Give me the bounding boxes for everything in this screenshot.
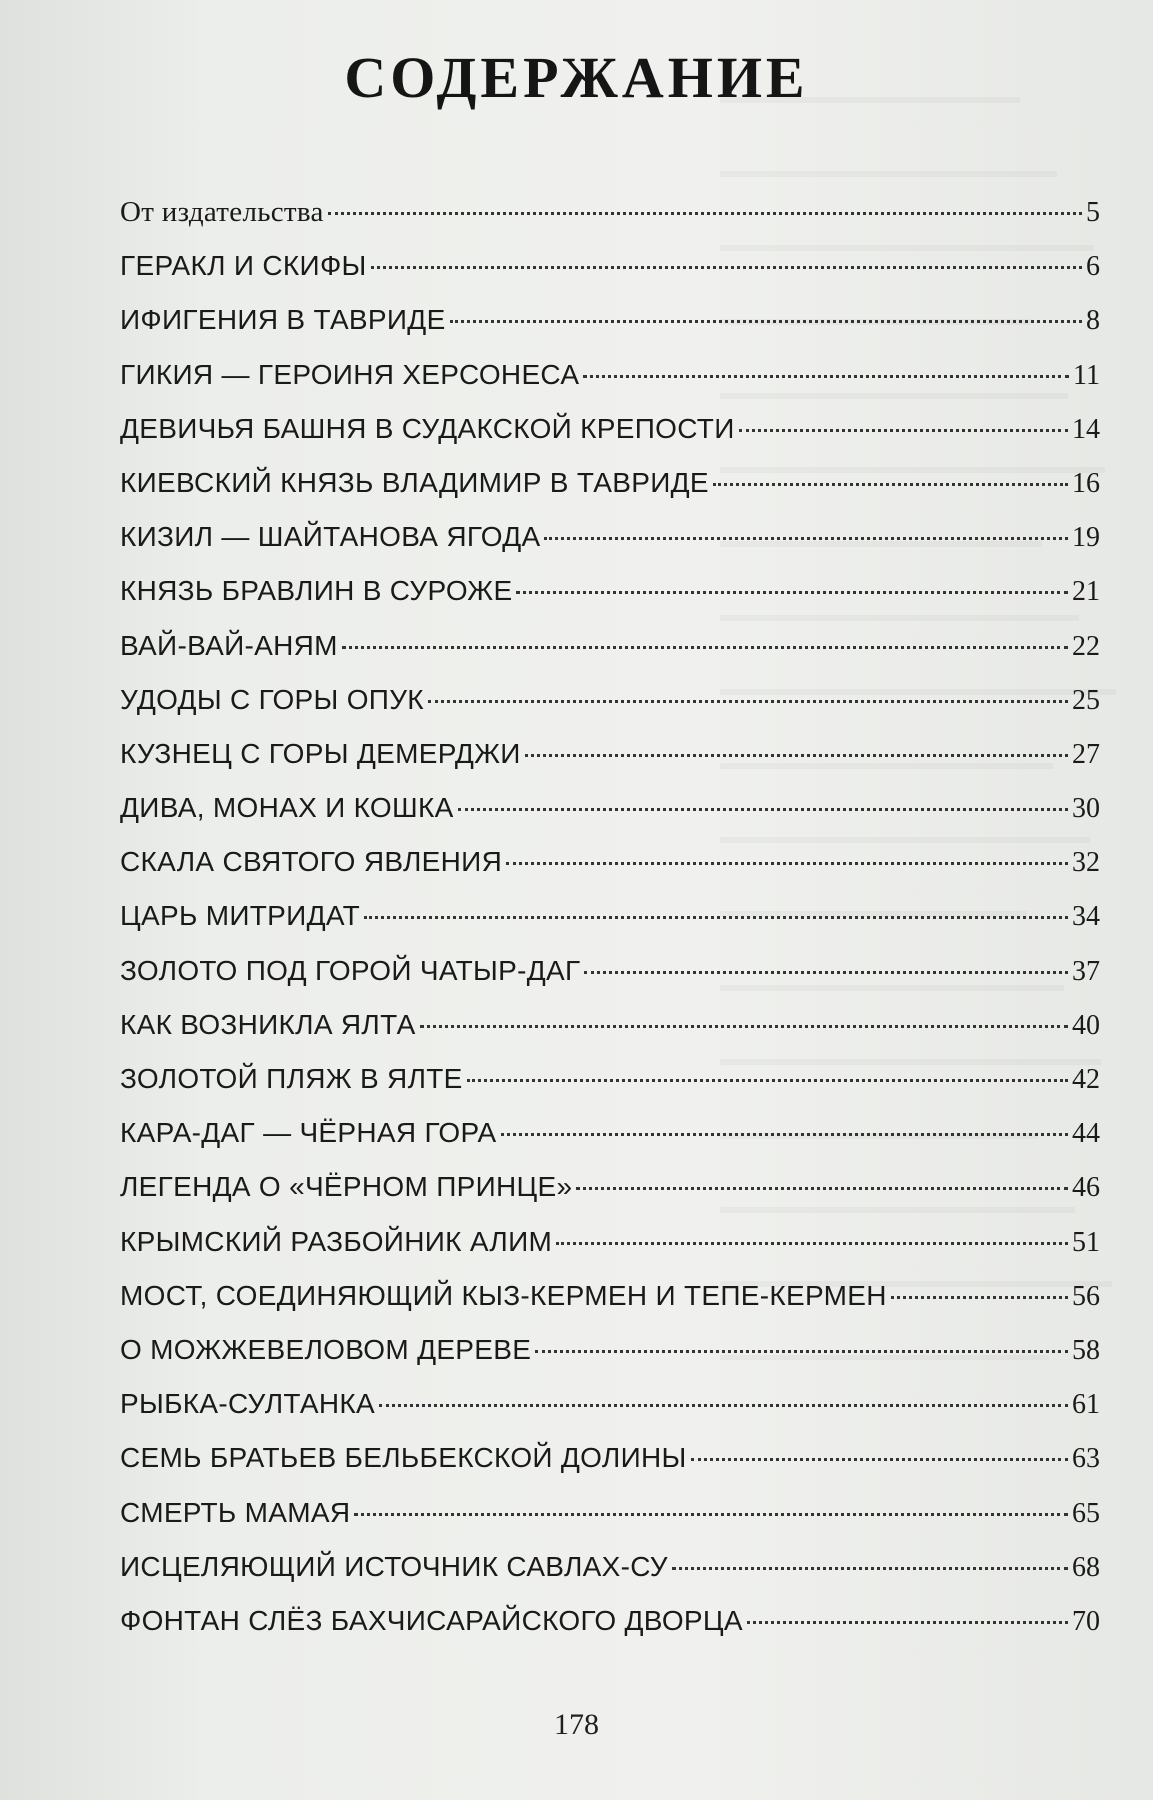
toc-entry-title: ГЕРАКЛ И СКИФЫ xyxy=(120,250,367,282)
toc-entry-page: 22 xyxy=(1072,630,1100,662)
toc-entry-page: 63 xyxy=(1072,1443,1100,1475)
toc-entry-page: 19 xyxy=(1072,522,1100,554)
toc-entry xyxy=(120,738,1100,792)
page-title: СОДЕРЖАНИЕ xyxy=(344,45,809,110)
dot-leader xyxy=(556,1242,1068,1245)
toc-entry-title: ДЕВИЧЬЯ БАШНЯ В СУДАКСКОЙ КРЕПОСТИ xyxy=(120,412,735,444)
toc-entry-page: 56 xyxy=(1072,1280,1100,1312)
toc-entry xyxy=(120,1551,1100,1605)
toc-entry xyxy=(120,196,1100,250)
dot-leader xyxy=(672,1567,1068,1570)
dot-leader xyxy=(739,429,1068,432)
toc-entry-title: ЦАРЬ МИТРИДАТ xyxy=(120,900,361,932)
toc-entry-title: КРЫМСКИЙ РАЗБОЙНИК АЛИМ xyxy=(120,1225,553,1257)
toc-entry-page: 25 xyxy=(1072,684,1100,716)
dot-leader xyxy=(328,212,1082,215)
dot-leader xyxy=(506,862,1068,865)
toc-entry-page: 58 xyxy=(1072,1334,1100,1366)
dot-leader xyxy=(747,1621,1068,1624)
toc-entry xyxy=(120,846,1100,900)
toc-entry xyxy=(120,413,1100,467)
toc-entry-title: ВАЙ-ВАЙ-АНЯМ xyxy=(120,629,338,661)
toc-entry-title: МОСТ, СОЕДИНЯЮЩИЙ КЫЗ-КЕРМЕН И ТЕПЕ-КЕРМЕН xyxy=(120,1279,887,1311)
toc-entry-title: ФОНТАН СЛЁЗ БАХЧИСАРАЙСКОГО ДВОРЦА xyxy=(120,1604,743,1636)
toc-entry-title: ДИВА, МОНАХ И КОШКА xyxy=(120,792,454,824)
toc-entry-page: 37 xyxy=(1072,955,1100,987)
toc-entry-title: КАРА-ДАГ — ЧЁРНАЯ ГОРА xyxy=(120,1117,497,1149)
dot-leader xyxy=(467,1079,1068,1082)
toc-entry-page: 40 xyxy=(1072,1009,1100,1041)
dot-leader xyxy=(544,537,1068,540)
toc-entry xyxy=(120,1442,1100,1496)
toc-entry-title: СМЕРТЬ МАМАЯ xyxy=(120,1496,351,1528)
toc-entry-page: 61 xyxy=(1072,1389,1100,1421)
toc-entry xyxy=(120,1171,1100,1225)
toc-entry-page: 70 xyxy=(1072,1605,1100,1637)
toc-entry-page: 16 xyxy=(1072,467,1100,499)
dot-leader xyxy=(501,1133,1068,1136)
dot-leader xyxy=(583,375,1069,378)
dot-leader xyxy=(342,646,1068,649)
toc-entry-title: ЛЕГЕНДА О «ЧЁРНОМ ПРИНЦЕ» xyxy=(120,1171,573,1203)
toc-entry-title: СКАЛА СВЯТОГО ЯВЛЕНИЯ xyxy=(120,846,503,878)
toc-entry xyxy=(120,250,1100,304)
toc-entry xyxy=(120,1334,1100,1388)
toc-entry-page: 65 xyxy=(1072,1497,1100,1529)
dot-leader xyxy=(379,1404,1068,1407)
dot-leader xyxy=(584,971,1068,974)
dot-leader xyxy=(354,1513,1068,1516)
toc-entry xyxy=(120,467,1100,521)
toc-entry xyxy=(120,684,1100,738)
toc-entry-title: КАК ВОЗНИКЛА ЯЛТА xyxy=(120,1008,416,1040)
dot-leader xyxy=(713,483,1068,486)
toc-entry xyxy=(120,1605,1100,1659)
toc-entry-title: ИФИГЕНИЯ В ТАВРИДЕ xyxy=(120,304,446,336)
table-of-contents xyxy=(120,196,1100,1659)
toc-entry-title: КИЗИЛ — ШАЙТАНОВА ЯГОДА xyxy=(120,521,541,553)
toc-entry xyxy=(120,1117,1100,1171)
dot-leader xyxy=(371,266,1082,269)
toc-entry xyxy=(120,304,1100,358)
toc-entry-page: 5 xyxy=(1086,197,1100,228)
toc-entry xyxy=(120,1226,1100,1280)
toc-entry xyxy=(120,575,1100,629)
toc-entry-page: 51 xyxy=(1072,1226,1100,1258)
toc-entry xyxy=(120,521,1100,575)
toc-entry xyxy=(120,955,1100,1009)
toc-entry-page: 14 xyxy=(1072,413,1100,445)
toc-entry xyxy=(120,1280,1100,1334)
dot-leader xyxy=(450,320,1082,323)
page-number: 178 xyxy=(554,1708,599,1741)
toc-entry-page: 32 xyxy=(1072,847,1100,879)
toc-entry xyxy=(120,900,1100,954)
dot-leader xyxy=(525,754,1068,757)
dot-leader xyxy=(516,591,1068,594)
toc-entry xyxy=(120,792,1100,846)
toc-entry-title: О МОЖЖЕВЕЛОВОМ ДЕРЕВЕ xyxy=(120,1333,532,1365)
toc-entry-page: 21 xyxy=(1072,576,1100,608)
show-through-line xyxy=(720,134,1057,177)
toc-entry xyxy=(120,630,1100,684)
toc-entry-title: КНЯЗЬ БРАВЛИН В СУРОЖЕ xyxy=(120,575,513,607)
toc-entry-page: 30 xyxy=(1072,793,1100,825)
toc-entry-title: КИЕВСКИЙ КНЯЗЬ ВЛАДИМИР В ТАВРИДЕ xyxy=(120,466,709,498)
toc-entry xyxy=(120,1497,1100,1551)
toc-entry-page: 6 xyxy=(1086,251,1100,283)
toc-entry-title: ЗОЛОТО ПОД ГОРОЙ ЧАТЫР-ДАГ xyxy=(120,954,581,986)
toc-entry-title: ЗОЛОТОЙ ПЛЯЖ В ЯЛТЕ xyxy=(120,1063,463,1094)
toc-entry xyxy=(120,1388,1100,1442)
toc-entry-page: 46 xyxy=(1072,1172,1100,1204)
dot-leader xyxy=(891,1296,1068,1299)
toc-entry-title: От издательства xyxy=(120,196,324,228)
dot-leader xyxy=(576,1187,1068,1190)
dot-leader xyxy=(428,700,1068,703)
toc-entry xyxy=(120,1009,1100,1063)
toc-entry-page: 8 xyxy=(1086,305,1100,337)
dot-leader xyxy=(364,916,1068,919)
toc-entry-page: 42 xyxy=(1072,1064,1100,1095)
toc-entry-page: 11 xyxy=(1073,359,1100,391)
toc-entry-page: 68 xyxy=(1072,1551,1100,1583)
toc-entry-title: КУЗНЕЦ С ГОРЫ ДЕМЕРДЖИ xyxy=(120,737,521,769)
toc-entry-page: 34 xyxy=(1072,901,1100,933)
dot-leader xyxy=(535,1350,1068,1353)
toc-entry xyxy=(120,359,1100,413)
toc-entry-page: 44 xyxy=(1072,1118,1100,1150)
toc-entry-title: РЫБКА-СУЛТАНКА xyxy=(120,1388,375,1420)
dot-leader xyxy=(420,1025,1068,1028)
toc-entry xyxy=(120,1063,1100,1117)
toc-entry-title: УДОДЫ С ГОРЫ ОПУК xyxy=(120,683,424,715)
dot-leader xyxy=(691,1458,1068,1461)
toc-entry-title: ИСЦЕЛЯЮЩИЙ ИСТОЧНИК САВЛАХ-СУ xyxy=(120,1550,668,1582)
toc-entry-page: 27 xyxy=(1072,738,1100,770)
toc-entry-title: ГИКИЯ — ГЕРОИНЯ ХЕРСОНЕСА xyxy=(120,358,580,390)
toc-entry-title: СЕМЬ БРАТЬЕВ БЕЛЬБЕКСКОЙ ДОЛИНЫ xyxy=(120,1442,687,1474)
dot-leader xyxy=(458,808,1068,811)
